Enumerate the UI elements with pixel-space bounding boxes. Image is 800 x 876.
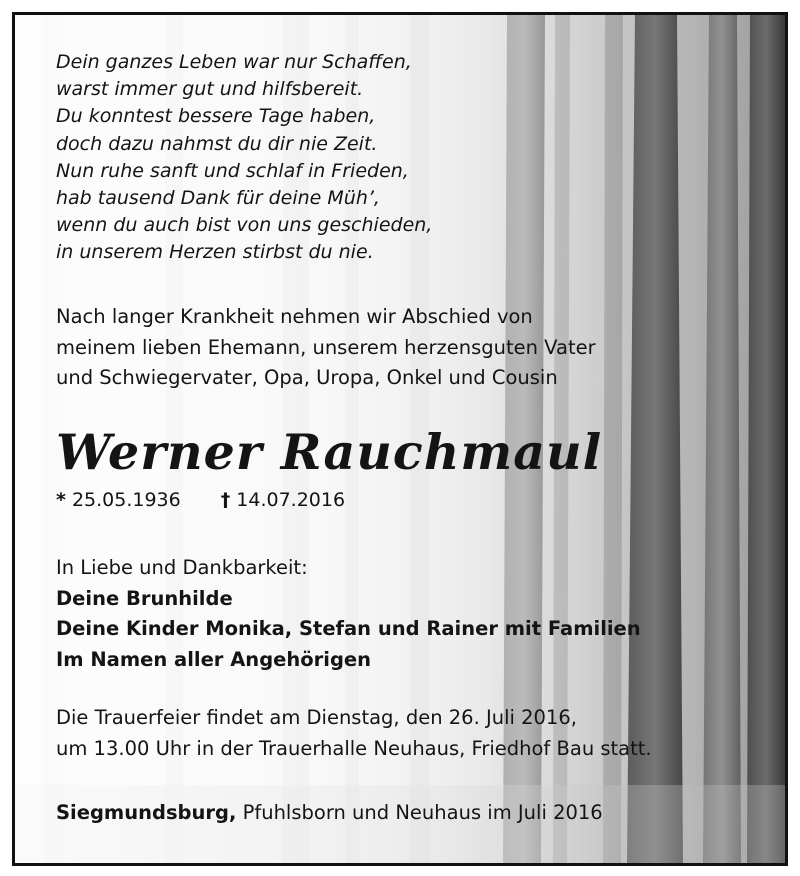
ceremony-line: um 13.00 Uhr in der Trauerhalle Neuhaus, Friedhof Bau statt. (56, 736, 652, 760)
notice-content (15, 15, 785, 863)
birth-date: 25.05.1936 (71, 489, 181, 511)
obituary-notice (12, 12, 788, 866)
ceremony-line: Die Trauerfeier findet am Dienstag, den 26. Juli 2016, (56, 706, 577, 729)
intro-line: und Schwiegervater, Opa, Uropa, Onkel und Cousin (56, 366, 558, 389)
poem-line: wenn du auch bist von uns geschieden, (56, 214, 433, 237)
mourner-line: Im Namen aller Angehörigen (56, 647, 372, 671)
mourners-lead: In Liebe und Dankbarkeit: (56, 556, 308, 579)
place-and-date (56, 798, 603, 828)
memorial-poem (56, 49, 432, 267)
poem-line: Nun ruhe sanft und schlaf in Frieden, (56, 159, 409, 182)
mourner-line: Deine Brunhilde (56, 586, 233, 610)
death-cross-icon: † (220, 489, 231, 511)
intro-line: Nach langer Krankheit nehmen wir Abschied von (56, 305, 533, 328)
intro-line: meinem lieben Ehemann, unserem herzensguten Vater (56, 335, 596, 359)
death-date: 14.07.2016 (236, 489, 346, 511)
birth-star-icon: * (56, 489, 66, 511)
poem-line: doch dazu nahmst du dir nie Zeit. (56, 132, 378, 155)
life-dates (56, 485, 345, 515)
poem-line: warst immer gut und hilfsbereit. (56, 78, 364, 101)
poem-line: hab tausend Dank für deine Müh’, (56, 187, 380, 210)
death-date-group (221, 489, 345, 511)
mourners-list (56, 553, 641, 675)
farewell-intro (56, 302, 596, 394)
place-rest: Pfuhlsborn und Neuhaus im Juli 2016 (236, 801, 603, 824)
birth-date-group (56, 489, 187, 511)
poem-line: Du konntest bessere Tage haben, (56, 105, 376, 128)
deceased-name: Werner Rauchmaul (56, 423, 603, 481)
funeral-details (56, 703, 652, 764)
mourner-line: Deine Kinder Monika, Stefan und Rainer mit Familien (56, 617, 641, 640)
place-town: Siegmundsburg, (56, 801, 237, 824)
poem-line: in unserem Herzen stirbst du nie. (56, 241, 374, 264)
poem-line: Dein ganzes Leben war nur Schaffen, (56, 51, 412, 73)
